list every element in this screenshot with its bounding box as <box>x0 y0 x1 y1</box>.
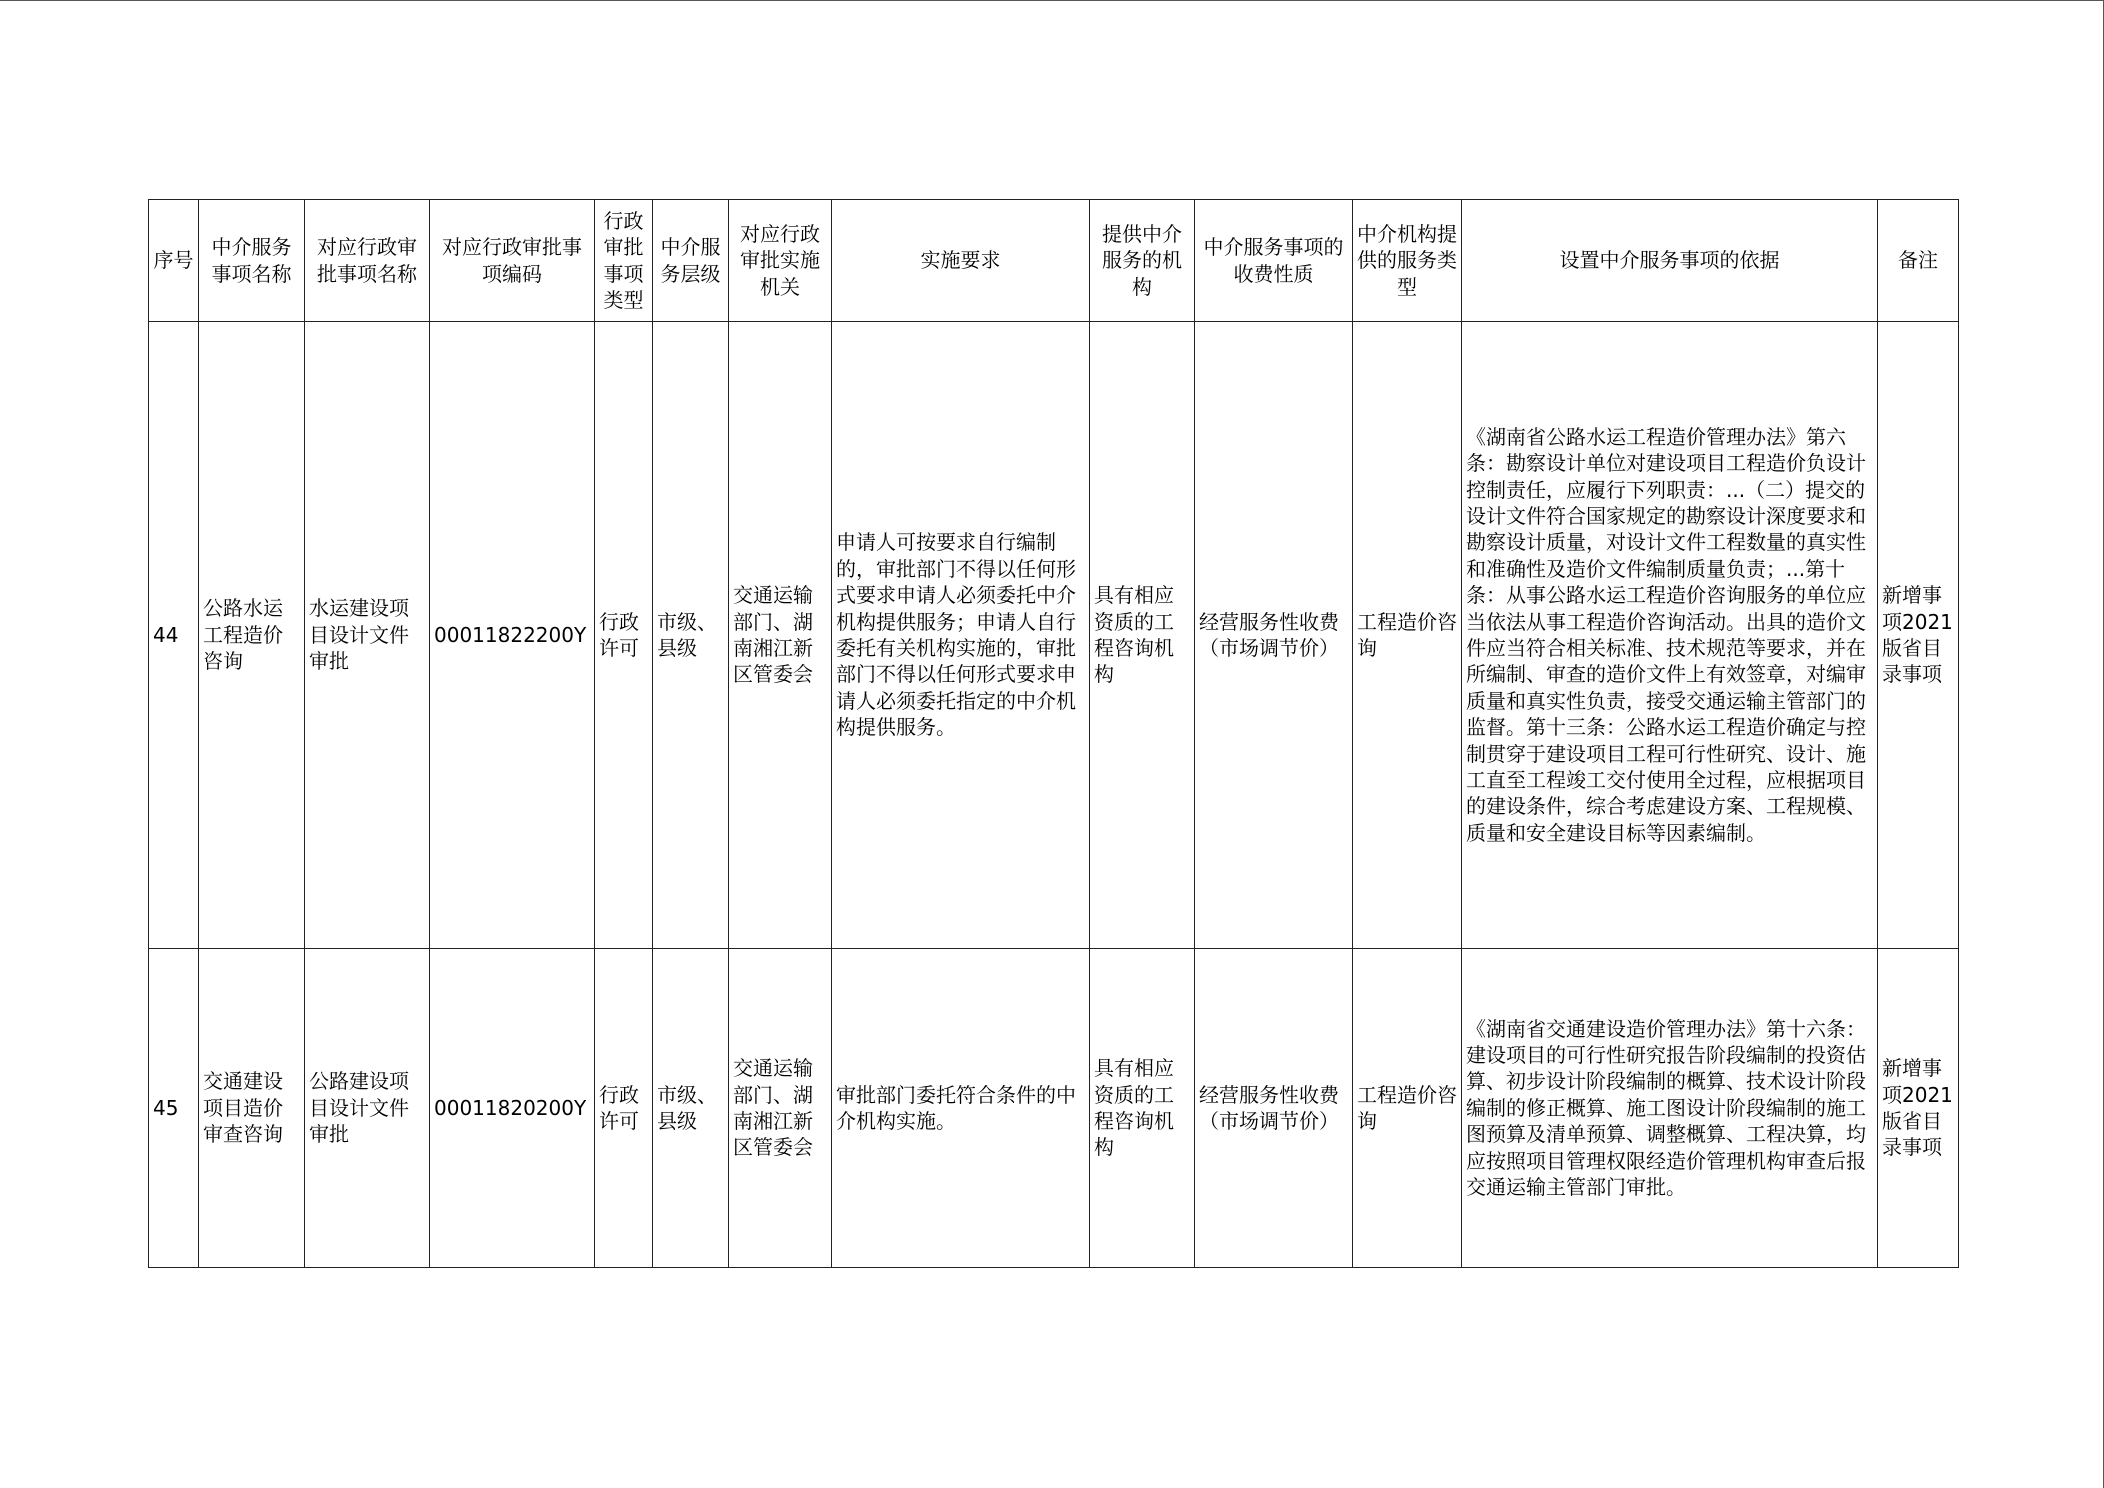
cell-remark: 新增事项2021版省目录事项 <box>1878 949 1959 1268</box>
cell-approval-name: 公路建设项目设计文件审批 <box>305 949 430 1268</box>
header-cell-authority: 对应行政审批实施机关 <box>729 200 832 322</box>
table-row <box>149 949 1959 1268</box>
cell-approval-type: 行政许可 <box>595 949 653 1268</box>
cell-service-type: 工程造价咨询 <box>1353 949 1462 1268</box>
header-cell-approval-name: 对应行政审批事项名称 <box>305 200 430 322</box>
header-cell-remark: 备注 <box>1878 200 1959 322</box>
cell-approval-code: 00011820200Y <box>430 949 595 1268</box>
table-row <box>149 322 1959 949</box>
cell-remark: 新增事项2021版省目录事项 <box>1878 322 1959 949</box>
cell-fee-nature: 经营服务性收费（市场调节价） <box>1195 949 1353 1268</box>
cell-basis: 《湖南省交通建设造价管理办法》第十六条：建设项目的可行性研究报告阶段编制的投资估算、初步设计阶段编制的概算、技术设计阶段编制的修正概算、施工图设计阶段编制的施工图预算及清单预算、调整概算、工程决算，均应按照项目管理权限经造价管理机构审查后报交通运输主管部门审批。 <box>1462 949 1878 1268</box>
cell-authority: 交通运输部门、湖南湘江新区管委会 <box>729 322 832 949</box>
cell-approval-name: 水运建设项目设计文件审批 <box>305 322 430 949</box>
cell-requirement: 审批部门委托符合条件的中介机构实施。 <box>832 949 1090 1268</box>
cell-level: 市级、县级 <box>653 949 729 1268</box>
header-cell-basis: 设置中介服务事项的依据 <box>1462 200 1878 322</box>
table-header-row <box>149 200 1959 322</box>
cell-num: 44 <box>149 322 199 949</box>
cell-service-name: 交通建设项目造价审查咨询 <box>199 949 305 1268</box>
header-cell-provider: 提供中介服务的机构 <box>1090 200 1195 322</box>
cell-service-name: 公路水运工程造价咨询 <box>199 322 305 949</box>
cell-service-type: 工程造价咨询 <box>1353 322 1462 949</box>
cell-approval-type: 行政许可 <box>595 322 653 949</box>
header-cell-num: 序号 <box>149 200 199 322</box>
cell-authority: 交通运输部门、湖南湘江新区管委会 <box>729 949 832 1268</box>
cell-level: 市级、县级 <box>653 322 729 949</box>
header-cell-service-type: 中介机构提供的服务类型 <box>1353 200 1462 322</box>
header-cell-level: 中介服务层级 <box>653 200 729 322</box>
cell-requirement: 申请人可按要求自行编制的，审批部门不得以任何形式要求申请人必须委托中介机构提供服务；申请人自行委托有关机构实施的，审批部门不得以任何形式要求申请人必须委托指定的中介机构提供服务。 <box>832 322 1090 949</box>
header-cell-approval-type: 行政审批事项类型 <box>595 200 653 322</box>
cell-fee-nature: 经营服务性收费（市场调节价） <box>1195 322 1353 949</box>
cell-basis: 《湖南省公路水运工程造价管理办法》第六条：勘察设计单位对建设项目工程造价负设计控制责任，应履行下列职责：...（二）提交的设计文件符合国家规定的勘察设计深度要求和勘察设计质量，对设计文件工程数量的真实性和准确性及造价文件编制质量负责；...第十条：从事公路水运工程造价咨询服务的单位应当依法从事工程造价咨询活动。出具的造价文件应当符合相关标准、技术规范等要求，并在所编制、审查的造价文件上有效签章，对编审质量和真实性负责，接受交通运输主管部门的监督。第十三条：公路水运工程造价确定与控制贯穿于建设项目工程可行性研究、设计、施工直至工程竣工交付使用全过程，应根据项目的建设条件，综合考虑建设方案、工程规模、质量和安全建设目标等因素编制。 <box>1462 322 1878 949</box>
cell-provider: 具有相应资质的工程咨询机构 <box>1090 949 1195 1268</box>
header-cell-service-name: 中介服务事项名称 <box>199 200 305 322</box>
cell-approval-code: 00011822200Y <box>430 322 595 949</box>
cell-provider: 具有相应资质的工程咨询机构 <box>1090 322 1195 949</box>
header-cell-requirement: 实施要求 <box>832 200 1090 322</box>
header-cell-fee-nature: 中介服务事项的收费性质 <box>1195 200 1353 322</box>
intermediary-service-table <box>148 199 1959 1268</box>
cell-num: 45 <box>149 949 199 1268</box>
page-top-border <box>0 0 2104 1</box>
header-cell-approval-code: 对应行政审批事项编码 <box>430 200 595 322</box>
